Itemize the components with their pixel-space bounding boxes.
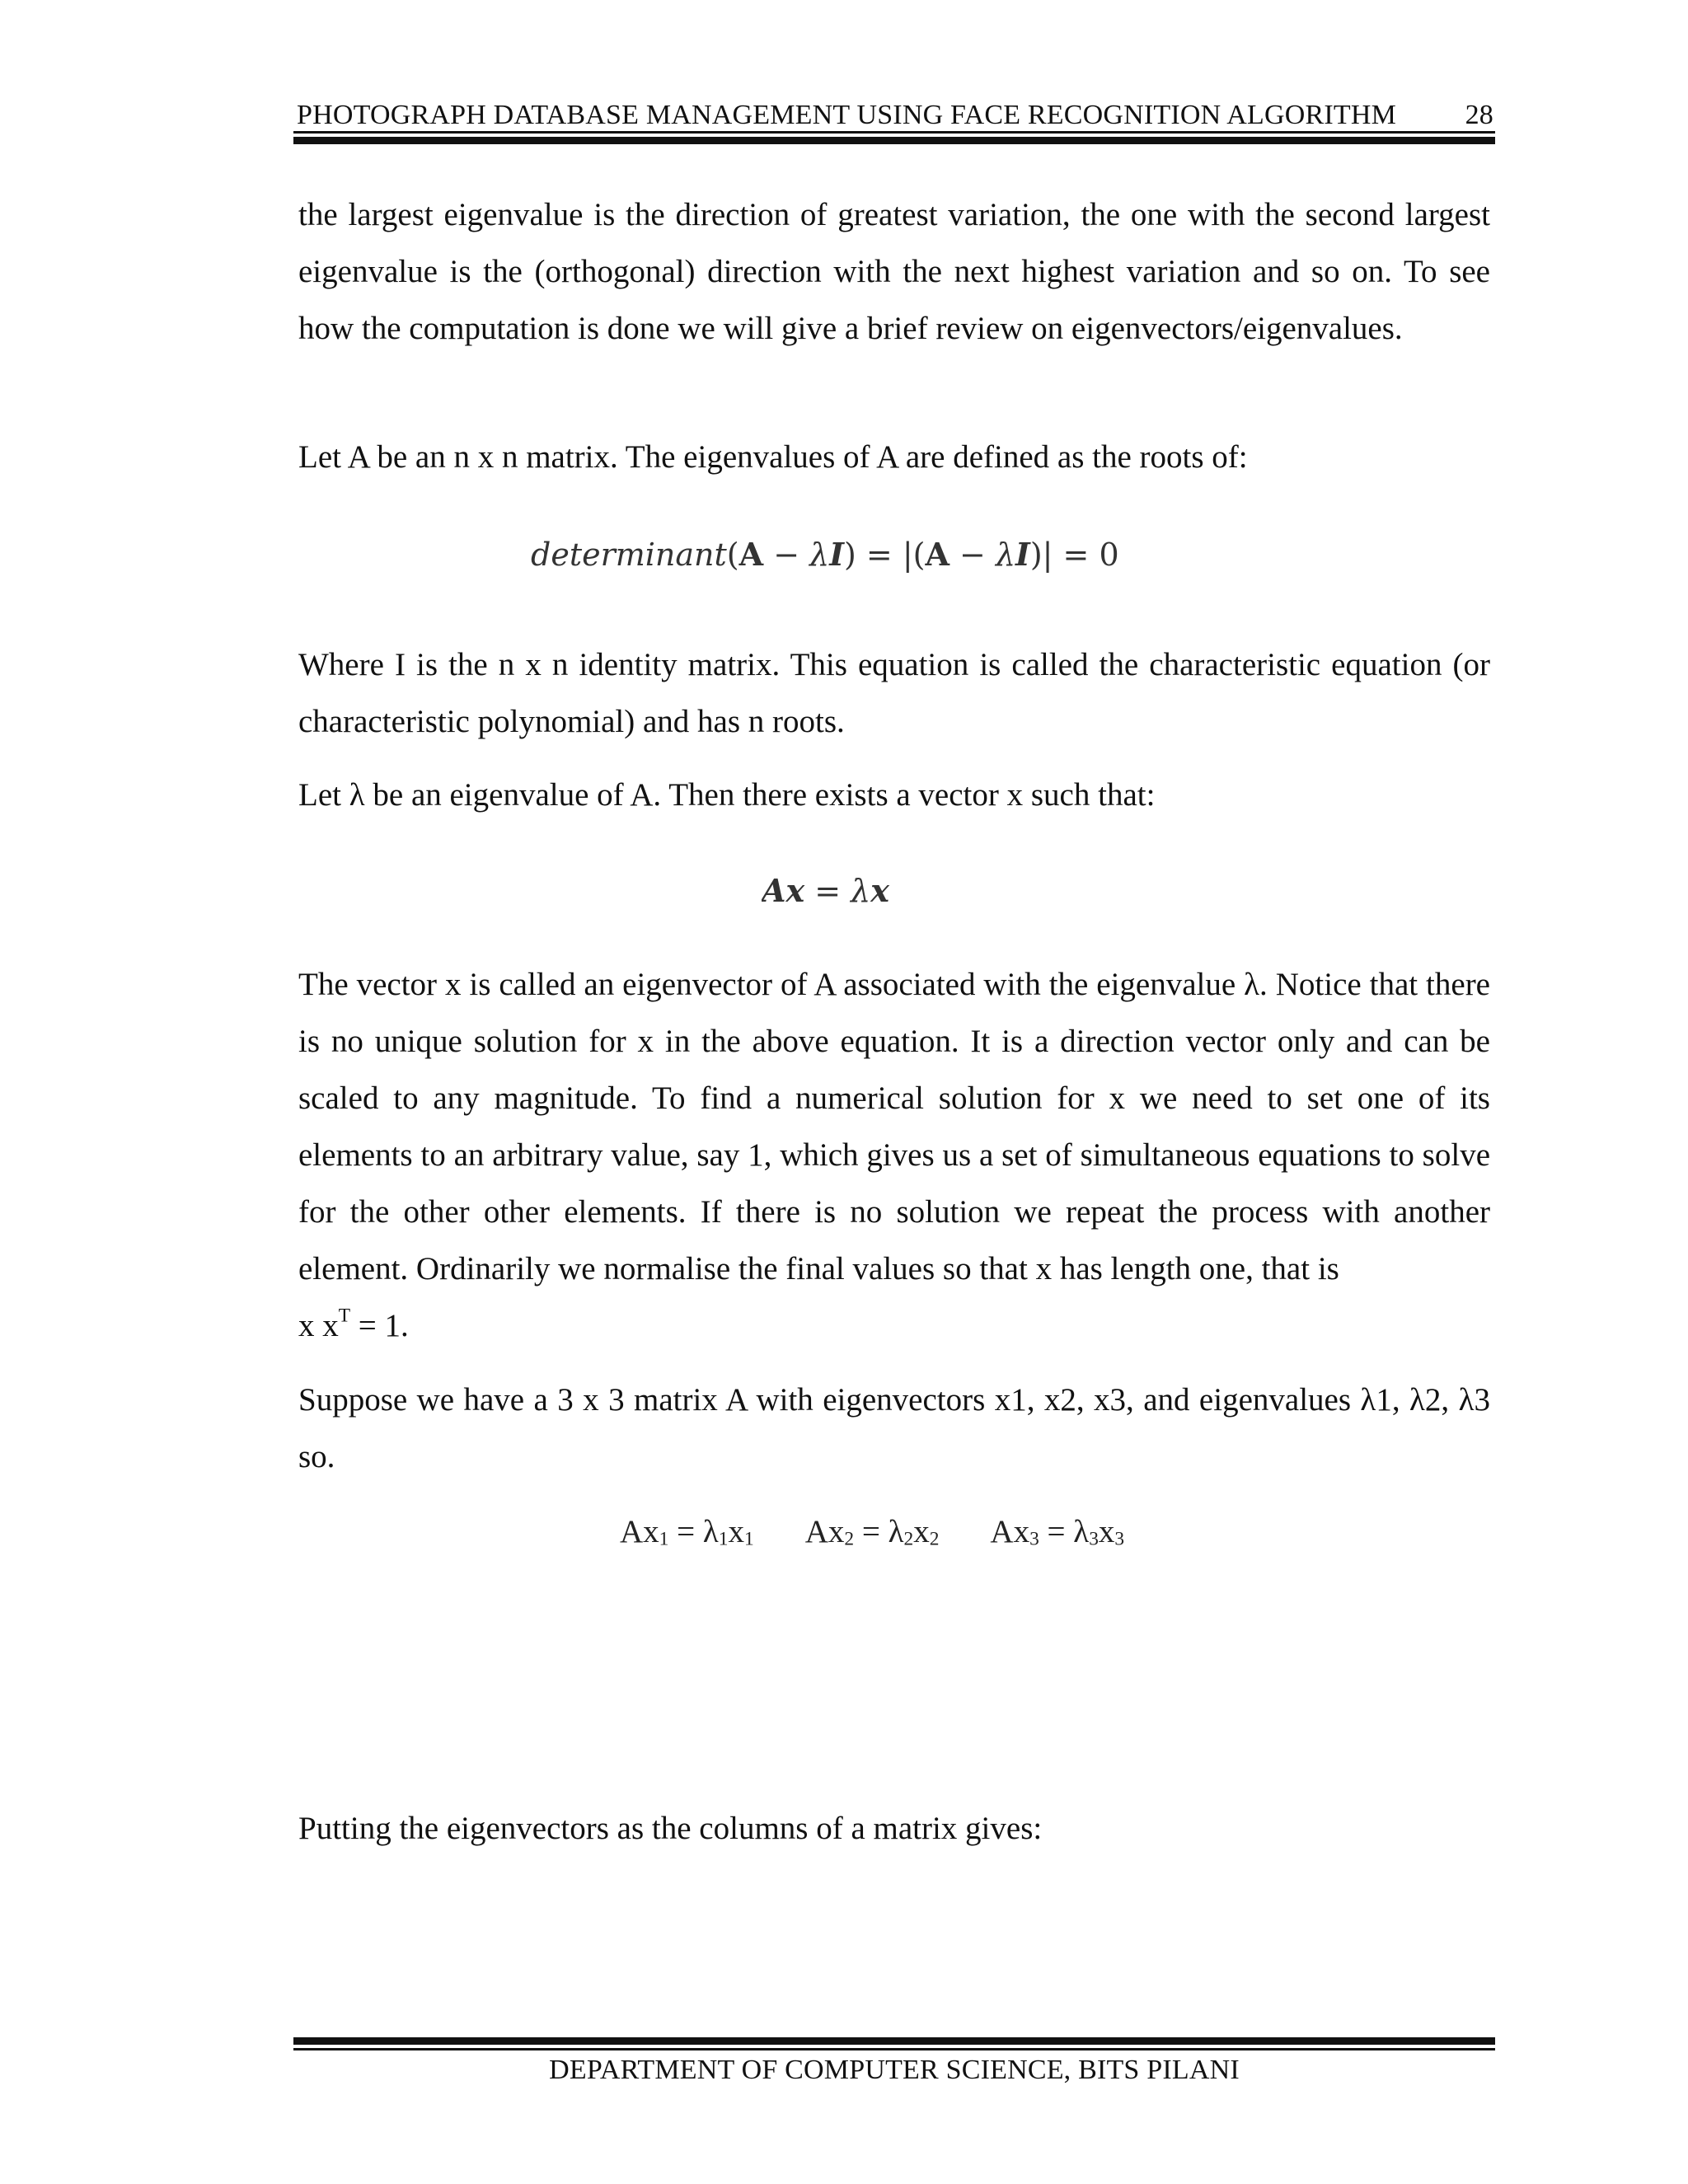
running-footer: DEPARTMENT OF COMPUTER SCIENCE, BITS PILANI bbox=[549, 2055, 1240, 2085]
paragraph-identity-matrix: Where I is the n x n identity matrix. This equation is called the characteristic equation (or characteristic polynomial) and has n roots. bbox=[298, 647, 1490, 739]
header-rule bbox=[293, 131, 1495, 134]
eigen-equation-1: $Ax_1 = \lambda_1x_1$ bbox=[620, 1514, 754, 1550]
paragraph-lambda-eigenvalue: Let λ be an eigenvalue of A. Then there exists a vector x such that: bbox=[298, 777, 1156, 813]
footer-rule-thick bbox=[293, 2037, 1495, 2045]
page-number: 28 bbox=[1465, 100, 1493, 130]
paragraph-eigenvalue-definition: Let A be an n x n matrix. The eigenvalues of A are defined as the roots of: bbox=[298, 439, 1248, 475]
eigen-equation bbox=[0, 867, 1688, 916]
running-header bbox=[297, 97, 1493, 134]
svg-text:determinant(A − λI) = |(A − λI: determinant(A − λI) = |(A − λI)| = 0 bbox=[531, 536, 1119, 573]
paragraph-eigen-variation: the largest eigenvalue is the direction of greatest variation, the one with the second largest eigenvalue is the (orthogonal) direction with the next highest variation and so on. To see how the computation is done we will give a brief review on eigenvectors/eigenvalues. bbox=[298, 197, 1490, 346]
paragraph-3x3-matrix: Suppose we have a 3 x 3 matrix A with eigenvectors x1, x2, x3, and eigenvalues λ1, λ2, λ3 so. bbox=[298, 1382, 1490, 1474]
paragraph-eigenvector-explanation bbox=[298, 956, 1490, 1354]
header-rule-thick bbox=[293, 137, 1495, 144]
eigen-equation-svg bbox=[762, 867, 926, 916]
eigenvector-explanation-text: The vector x is called an eigenvector of A associated with the eigenvalue λ. Notice that there is no unique solution for x in the above equation. It is a direction vector only and can be scaled to any magnitude. To find a numerical solution for x we need to set one of its elements to an arbitrary value, say 1, which gives us a set of simultaneous equations to solve for the other other elements. If there is no solution we repeat the process with another element. Ordinarily we normalise the final values so that x has length one, that is bbox=[298, 967, 1490, 1286]
determinant-equation-svg bbox=[531, 531, 1157, 580]
eigen-equation-3: $Ax_3 = \lambda_3x_3$ bbox=[990, 1514, 1125, 1550]
svg-text:Ax = λx: Ax = λx bbox=[762, 872, 889, 909]
eigen-triplet-equations bbox=[620, 1511, 1124, 1560]
paragraph-eigenvector-columns: Putting the eigenvectors as the columns of a matrix gives: bbox=[298, 1811, 1043, 1846]
header-title: PHOTOGRAPH DATABASE MANAGEMENT USING FACE RECOGNITION ALGORITHM bbox=[297, 100, 1397, 130]
footer-rule bbox=[293, 2048, 1495, 2050]
normalisation-formula: x $x^T = 1$. bbox=[298, 1305, 409, 1343]
determinant-equation bbox=[0, 531, 1688, 580]
eigen-equation-2: $Ax_2 = \lambda_2x_2$ bbox=[804, 1514, 940, 1550]
